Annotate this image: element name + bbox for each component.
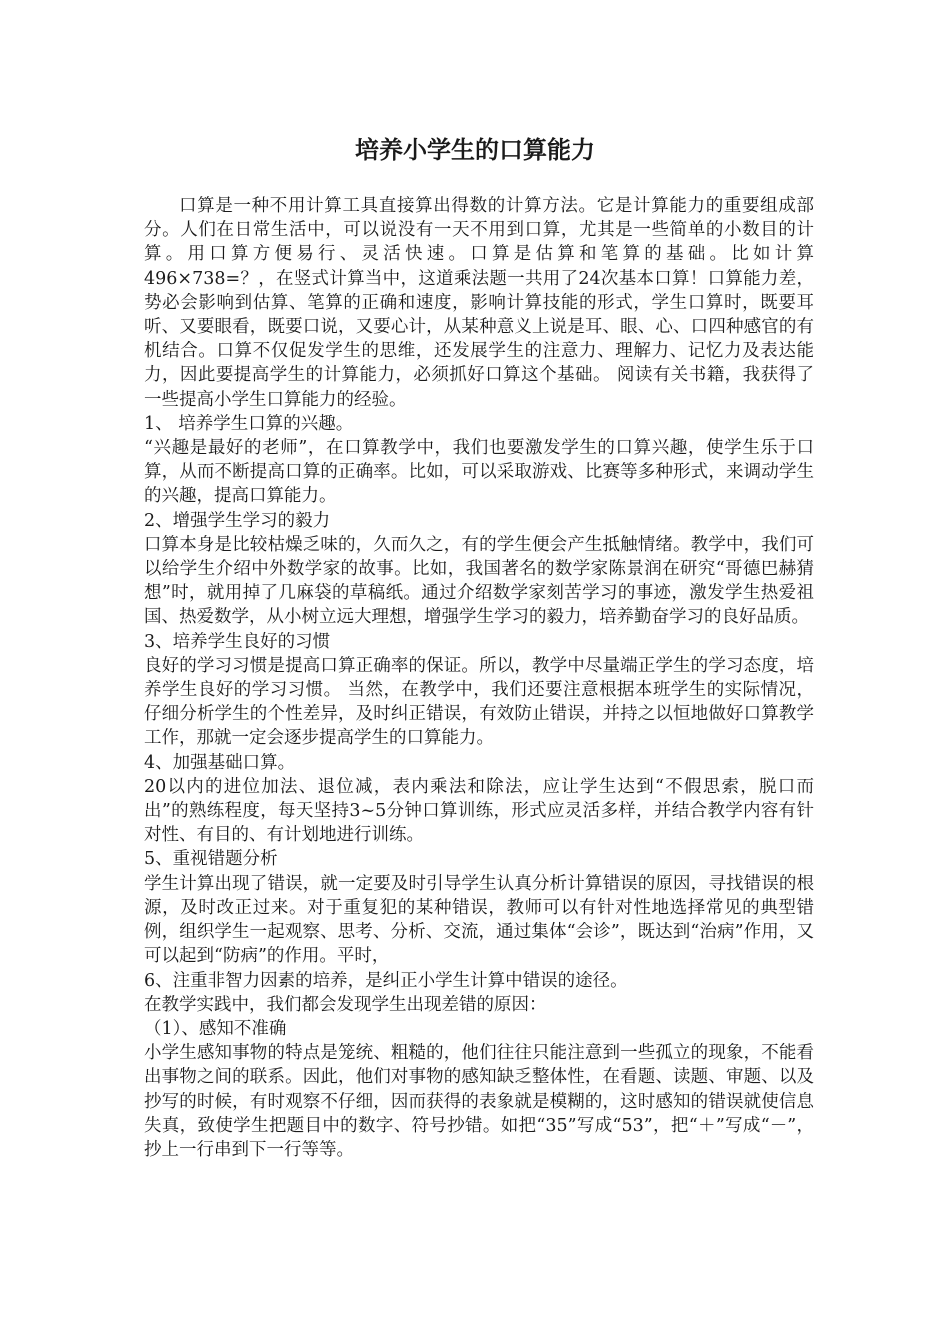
body-paragraph: “兴趣是最好的老师”，在口算教学中，我们也要激发学生的口算兴趣，使学生乐于口算，从而不断提高口算的正确率。比如，可以采取游戏、比赛等多种形式，来调动学生的兴趣，提高口算能力。 [144,438,814,507]
page-title: 培养小学生的口算能力 [355,135,595,164]
body-paragraph: 良好的学习习惯是提高口算正确率的保证。所以，教学中尽量端正学生的学习态度，培养学生良好的学习习惯。 当然，在教学中，我们还要注意根据本班学生的实际情况，仔细分析学生的个性差异，及时纠正错误，有效防止错误，并持之以恒地做好口算教学工作，那就一定会逐步提高学生的口算能力。 [144,655,814,749]
body-paragraph: 口算本身是比较枯燥乏味的，久而久之，有的学生便会产生抵触情绪。教学中，我们可以给学生介绍中外数学家的故事。比如，我国著名的数学家陈景润在研究“哥德巴赫猜想”时，就用掉了几麻袋的草稿纸。通过介绍数学家刻苦学习的事迹，激发学生热爱祖国、热爱数学，从小树立远大理想，增强学生学习的毅力，培养勤奋学习的良好品质。 [144,534,814,628]
body-paragraph: 在教学实践中，我们都会发现学生出现差错的原因： [144,994,547,1015]
document-body [144,194,814,1162]
section-heading-1: 1、 培养学生口算的兴趣。 [144,413,354,434]
section-heading-6: 6、注重非智力因素的培养，是纠正小学生计算中错误的途径。 [144,970,628,991]
body-paragraph: 小学生感知事物的特点是笼统、粗糙的，他们往往只能注意到一些孤立的现象，不能看出事物之间的联系。因此，他们对事物的感知缺乏整体性，在看题、读题、审题、以及抄写的时候，有时观察不仔细，因而获得的表象就是模糊的，这时感知的错误就使信息失真，致使学生把题目中的数字、符号抄错。如把“35”写成“53”，把“＋”写成“－”，抄上一行串到下一行等等。 [144,1043,814,1160]
section-heading-4: 4、加强基础口算。 [144,752,296,773]
section-heading-5: 5、重视错题分析 [144,849,278,870]
subsection-heading-1: （1）、感知不准确 [144,1018,287,1039]
section-heading-3: 3、培养学生良好的习惯 [144,631,331,652]
section-heading-2: 2、增强学生学习的毅力 [144,510,331,531]
intro-paragraph: 口算是一种不用计算工具直接算出得数的计算方法。它是计算能力的重要组成部分。人们在日常生活中，可以说没有一天不用到口算，尤其是一些简单的小数目的计算。用口算方便易行、灵活快速。口算是估算和笔算的基础。比如计算496×738=？，在竖式计算当中，这道乘法题一共用了24次基本口算！口算能力差，势必会影响到估算、笔算的正确和速度，影响计算技能的形式，学生口算时，既要耳听、又要眼看，既要口说，又要心计，从某种意义上说是耳、眼、心、口四种感官的有机结合。口算不仅促发学生的思维，还发展学生的注意力、理解力、记忆力及表达能力，因此要提高学生的计算能力，必须抓好口算这个基础。 阅读有关书籍，我获得了一些提高小学生口算能力的经验。 [144,196,814,410]
body-paragraph: 20以内的进位加法、退位减，表内乘法和除法，应让学生达到“不假思索，脱口而出”的熟练程度，每天坚持3~5分钟口算训练，形式应灵活多样，并结合教学内容有针对性、有目的、有计划地进行训练。 [144,776,814,846]
body-paragraph: 学生计算出现了错误，就一定要及时引导学生认真分析计算错误的原因，寻找错误的根源，及时改正过来。对于重复犯的某种错误，教师可以有针对性地选择常见的典型错例，组织学生一起观察、思考、分析、交流，通过集体“会诊”，既达到“治病”作用，又可以起到“防病”的作用。平时， [144,873,814,967]
